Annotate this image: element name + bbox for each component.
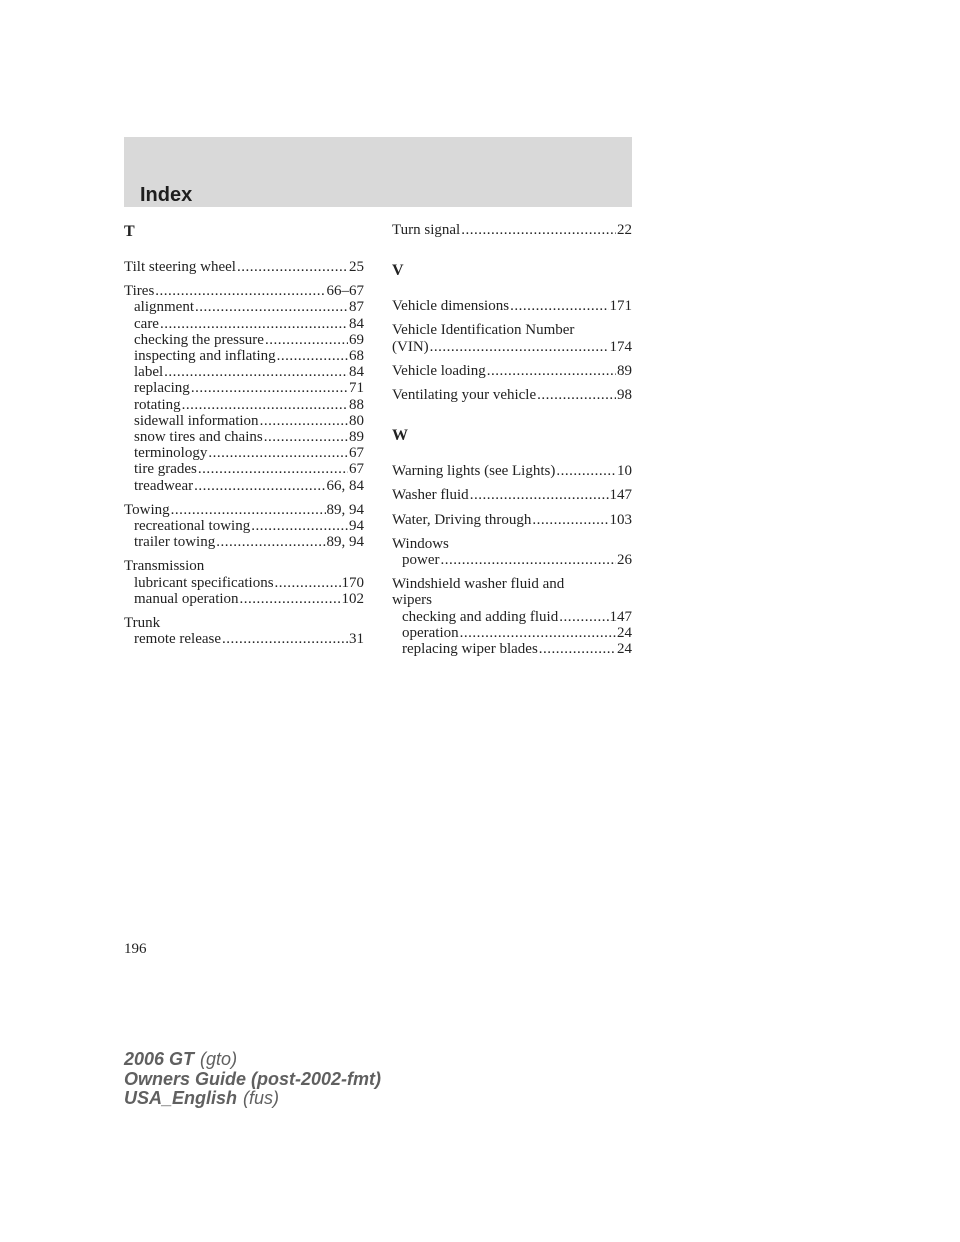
index-entry (392, 512, 632, 528)
entry-page-ref: 103 (609, 511, 632, 528)
entry-page-ref: 87 (349, 299, 364, 316)
entry-text: Turn signal (392, 222, 461, 238)
index-subentry (124, 364, 364, 380)
dot-leader (430, 339, 609, 355)
index-letter-heading: V (392, 262, 404, 280)
index-entry-line (392, 222, 632, 238)
index-column-right (392, 222, 632, 665)
index-entry-line (392, 576, 632, 592)
index-subentry (124, 478, 364, 494)
index-entry-line (392, 536, 632, 552)
index-subentry (124, 445, 364, 461)
entry-text: trailer towing (134, 534, 216, 551)
entry-text: rotating (134, 396, 181, 413)
entry-text: operation (402, 624, 459, 641)
entry-text: manual operation (134, 590, 239, 607)
dot-leader (160, 316, 348, 332)
entry-text: (VIN) (392, 338, 429, 355)
entry-page-ref: 67 (349, 445, 364, 462)
dot-leader (441, 552, 617, 568)
entry-page-ref: 25 (349, 259, 364, 275)
index-entry-line (392, 363, 632, 379)
index-subentry (124, 299, 364, 315)
index-entry (124, 615, 364, 647)
entry-text: Warning lights (see Lights) (392, 463, 556, 480)
dot-leader (556, 463, 616, 479)
dot-leader (164, 364, 348, 380)
index-subentry (124, 348, 364, 364)
entry-page-ref: 67 (349, 461, 364, 478)
index-subentry (124, 631, 364, 647)
dot-leader (171, 502, 326, 518)
entry-text: tire grades (134, 461, 197, 478)
index-column-left (124, 222, 364, 655)
entry-page-ref: 89 (617, 362, 632, 379)
section-spacer (392, 246, 632, 261)
dot-leader (240, 591, 341, 607)
entry-text: replacing wiper blades (402, 641, 538, 658)
entry-text: checking the pressure (134, 331, 264, 348)
index-subentry (124, 591, 364, 607)
dot-leader (194, 478, 325, 494)
index-subentry (124, 380, 364, 396)
index-subentry (124, 332, 364, 348)
entry-page-ref: 98 (617, 387, 632, 404)
entry-text: replacing (134, 380, 190, 397)
entry-page-ref: 66–67 (326, 283, 364, 300)
dot-leader (251, 518, 348, 534)
dot-leader (195, 299, 348, 315)
entry-page-ref: 170 (341, 574, 364, 591)
index-entry (124, 558, 364, 607)
entry-text: lubricant specifications (134, 574, 274, 591)
entry-text: label (134, 364, 164, 381)
entry-text: power (402, 552, 440, 569)
index-entry-line (392, 339, 632, 355)
index-entry (392, 222, 632, 238)
index-entry (124, 259, 364, 275)
index-entry-line (392, 512, 632, 528)
dot-leader (260, 413, 348, 429)
entry-page-ref: 66, 84 (326, 477, 364, 494)
dot-leader (182, 397, 348, 413)
footer-line-model (124, 1050, 381, 1070)
entry-page-ref: 24 (617, 624, 632, 641)
index-letter-heading: W (392, 427, 408, 445)
index-entry (392, 387, 632, 403)
entry-page-ref: 94 (349, 518, 364, 535)
entry-page-ref: 22 (617, 222, 632, 238)
entry-text: Windows (392, 535, 449, 552)
entry-page-ref: 80 (349, 412, 364, 429)
index-entry-line (124, 615, 364, 631)
index-entry (124, 283, 364, 494)
dot-leader (222, 631, 348, 647)
index-subentry (392, 609, 632, 625)
index-subentry (124, 316, 364, 332)
entry-text: care (134, 315, 159, 332)
dot-leader (532, 512, 608, 528)
dot-leader (265, 332, 348, 348)
index-subentry (124, 429, 364, 445)
entry-page-ref: 88 (349, 396, 364, 413)
index-subentry (124, 575, 364, 591)
document-footer (124, 1050, 381, 1109)
index-subentry (124, 518, 364, 534)
entry-text: Tilt steering wheel (124, 259, 236, 275)
dot-leader (237, 259, 348, 275)
index-subentry (124, 397, 364, 413)
entry-page-ref: 102 (341, 590, 364, 607)
index-entry-line (124, 259, 364, 275)
footer-model: 2006 GT (124, 1049, 195, 1069)
dot-leader (198, 461, 348, 477)
index-subentry (124, 413, 364, 429)
entry-text: terminology (134, 445, 208, 462)
index-entry-line (392, 298, 632, 314)
dot-leader (277, 348, 348, 364)
entry-page-ref: 147 (609, 608, 632, 625)
entry-text: wipers (392, 592, 432, 609)
entry-text: Tires (124, 283, 155, 300)
dot-leader (460, 625, 616, 641)
footer-language: USA_English (124, 1088, 238, 1108)
section-spacer (392, 411, 632, 426)
index-subentry (392, 552, 632, 568)
index-entry (392, 487, 632, 503)
index-entry-line (392, 592, 632, 608)
entry-text: Vehicle dimensions (392, 298, 510, 315)
entry-text: remote release (134, 631, 222, 648)
index-entry (392, 536, 632, 568)
entry-text: treadwear (134, 477, 194, 494)
entry-page-ref: 171 (609, 298, 632, 315)
entry-text: snow tires and chains (134, 429, 263, 446)
entry-text: alignment (134, 299, 194, 316)
section-title: Index (140, 184, 193, 206)
index-entry-line (124, 283, 364, 299)
dot-leader (275, 575, 341, 591)
dot-leader (539, 641, 616, 657)
dot-leader (461, 222, 616, 238)
dot-leader (155, 283, 325, 299)
index-entry (392, 463, 632, 479)
index-subentry (124, 461, 364, 477)
entry-text: Washer fluid (392, 487, 469, 504)
dot-leader (470, 487, 609, 503)
index-entry (392, 298, 632, 314)
entry-page-ref: 89, 94 (326, 501, 364, 518)
footer-line-guide (124, 1070, 381, 1090)
dot-leader (487, 363, 616, 379)
dot-leader (559, 609, 608, 625)
index-subentry (124, 534, 364, 550)
entry-text: Windshield washer fluid and (392, 576, 565, 593)
section-header-band (124, 137, 632, 207)
footer-model-code: (gto) (200, 1049, 238, 1069)
index-entry-line (392, 322, 632, 338)
entry-page-ref: 24 (617, 641, 632, 658)
entry-text: Transmission (124, 558, 205, 575)
entry-text: Vehicle Identification Number (392, 322, 575, 339)
dot-leader (208, 445, 348, 461)
footer-guide: Owners Guide (post-2002-fmt) (124, 1068, 382, 1089)
dot-leader (510, 298, 608, 314)
footer-line-language (124, 1089, 381, 1109)
entry-text: Ventilating your vehicle (392, 387, 537, 404)
index-entry-line (392, 463, 632, 479)
index-subentry (392, 641, 632, 657)
entry-page-ref: 10 (617, 463, 632, 480)
entry-page-ref: 147 (609, 487, 632, 504)
index-letter-heading: T (124, 223, 135, 240)
entry-text: checking and adding fluid (402, 608, 559, 625)
entry-page-ref: 69 (349, 331, 364, 348)
entry-page-ref: 71 (349, 380, 364, 397)
dot-leader (537, 387, 616, 403)
entry-text: sidewall information (134, 412, 259, 429)
dot-leader (216, 534, 325, 550)
entry-page-ref: 84 (349, 364, 364, 381)
entry-text: inspecting and inflating (134, 348, 276, 365)
entry-page-ref: 84 (349, 315, 364, 332)
index-entry (392, 322, 632, 354)
index-entry-line (124, 502, 364, 518)
footer-language-code: (fus) (243, 1088, 280, 1108)
entry-page-ref: 89, 94 (326, 534, 364, 551)
index-entry (124, 502, 364, 551)
index-entry-line (124, 558, 364, 574)
index-entry-line (392, 387, 632, 403)
entry-page-ref: 174 (609, 338, 632, 355)
index-entry (392, 363, 632, 379)
dot-leader (264, 429, 348, 445)
entry-text: Vehicle loading (392, 362, 486, 379)
entry-text: Trunk (124, 615, 161, 632)
index-entry-line (392, 487, 632, 503)
index-subentry (392, 625, 632, 641)
entry-page-ref: 26 (617, 552, 632, 569)
entry-page-ref: 89 (349, 429, 364, 446)
entry-page-ref: 31 (349, 631, 364, 648)
dot-leader (191, 380, 348, 396)
index-entry (392, 576, 632, 657)
entry-text: recreational towing (134, 518, 251, 535)
page-number: 196 (124, 941, 147, 957)
entry-text: Towing (124, 501, 170, 518)
entry-page-ref: 68 (349, 348, 364, 365)
entry-text: Water, Driving through (392, 511, 532, 528)
